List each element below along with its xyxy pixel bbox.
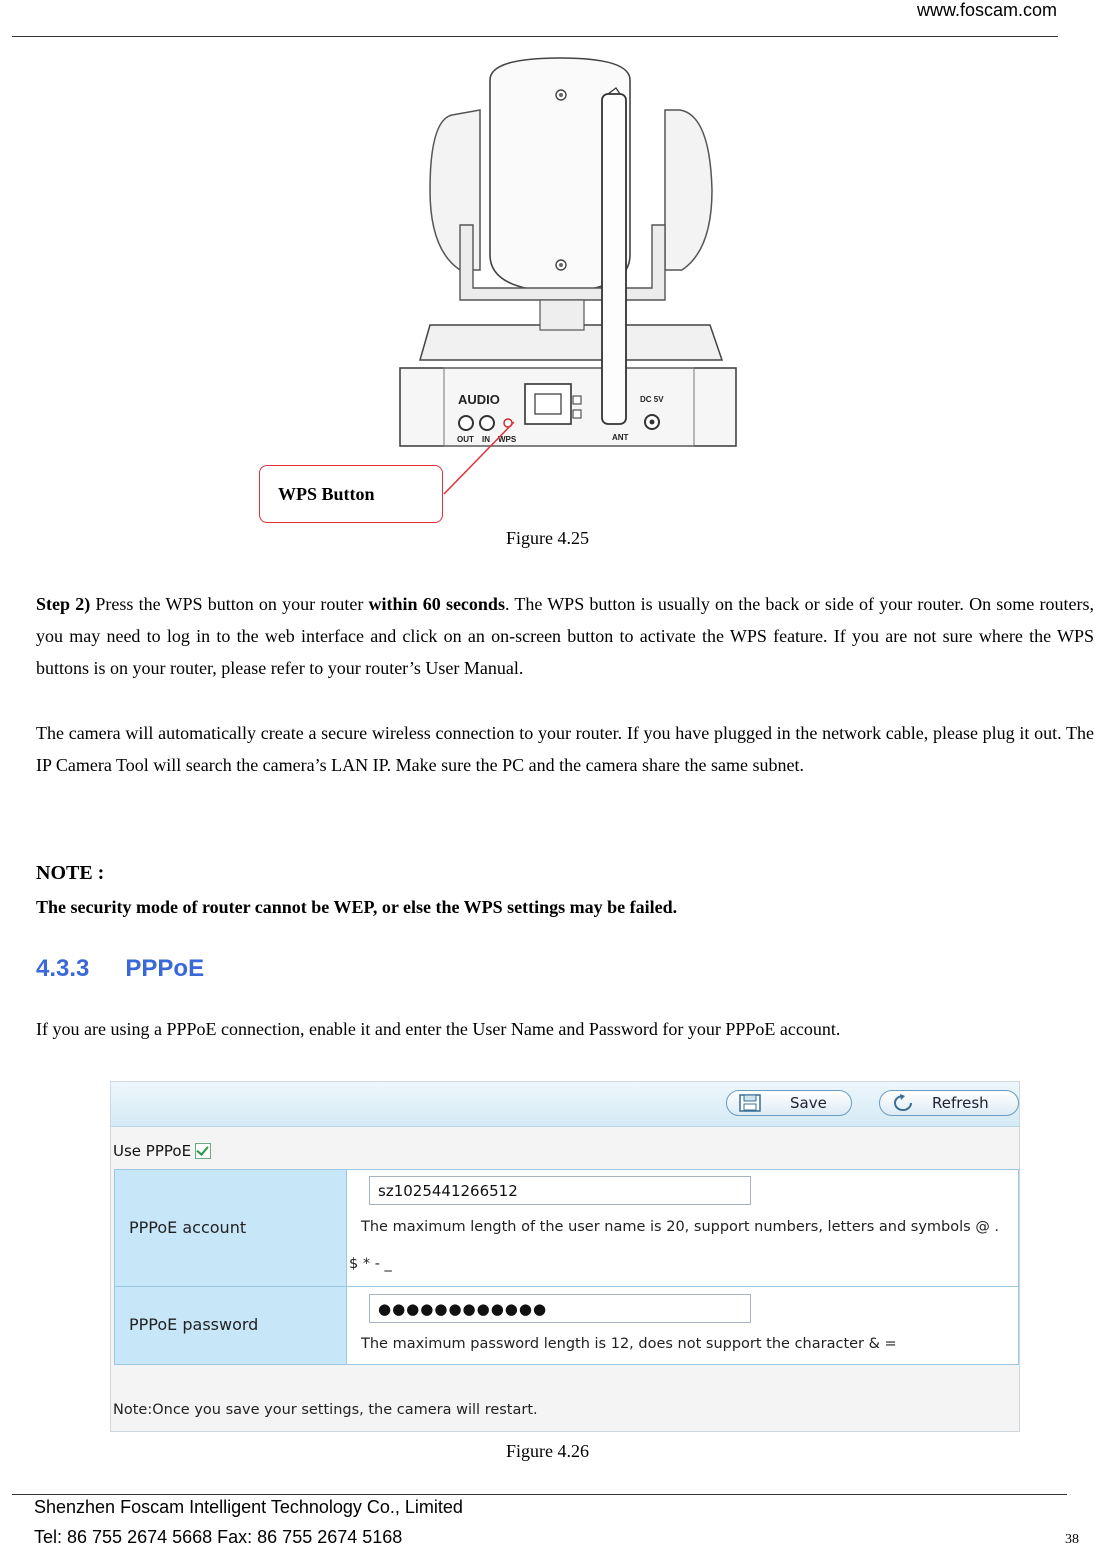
figure-caption-4-26: Figure 4.26 xyxy=(506,1441,589,1461)
pppoe-settings-panel xyxy=(110,1081,1020,1432)
callout-pointer-line xyxy=(440,418,520,498)
in-label: IN xyxy=(482,435,490,444)
pppoe-password-label-cell xyxy=(115,1287,347,1364)
save-button[interactable] xyxy=(726,1090,852,1116)
footer-contact: Tel: 86 755 2674 5668 Fax: 86 755 2674 5168 xyxy=(34,1527,403,1547)
note-title: NOTE : xyxy=(36,862,105,884)
connection-paragraph: The camera will automatically create a secure wireless connection to your router. If you have plugged in the network cable, please plug it out. The IP Camera Tool will search the camera’s LAN IP. Make sure the PC and the camera share the same subnet. xyxy=(36,723,1094,775)
wps-button-callout: WPS Button xyxy=(259,465,443,523)
wps-label: WPS xyxy=(498,435,517,444)
pppoe-password-row xyxy=(115,1287,1018,1364)
note-text: The security mode of router cannot be WEP, or else the WPS settings may be failed. xyxy=(36,897,678,917)
ant-label: ANT xyxy=(612,433,629,442)
pppoe-account-input[interactable]: sz1025441266512 xyxy=(369,1176,751,1205)
pppoe-password-input[interactable]: ●●●●●●●●●●●● xyxy=(369,1294,751,1323)
section-number: 4.3.3 xyxy=(36,955,90,982)
restart-note: Note:Once you save your settings, the camera will restart. xyxy=(113,1402,538,1418)
footer-company: Shenzhen Foscam Intelligent Technology Co., Limited xyxy=(34,1497,463,1517)
pppoe-password-hint: The maximum password length is 12, does not support the character & = xyxy=(361,1336,897,1352)
use-pppoe-row xyxy=(113,1142,211,1160)
toolbar xyxy=(111,1082,1019,1127)
header-divider xyxy=(12,36,1058,37)
dc-label: DC 5V xyxy=(640,395,664,404)
refresh-button[interactable] xyxy=(879,1090,1019,1116)
section-intro: If you are using a PPPoE connection, enable it and enter the User Name and Password for your PPPoE account. xyxy=(36,1019,841,1039)
header-url: www.foscam.com xyxy=(916,0,1057,20)
pppoe-account-row xyxy=(115,1170,1018,1287)
camera-back-illustration xyxy=(390,50,750,470)
step2-text-2: . The WPS button is usually on the back or side of your router. On some routers, you may need to log in to the web interface and click on an on-screen button to activate the WPS feature. If you are not sure where the WPS buttons is on your router, please refer to your router’s User Manual. xyxy=(36,594,1094,678)
footer-divider xyxy=(12,1494,1067,1495)
pppoe-form-grid xyxy=(114,1169,1019,1365)
refresh-label: Refresh xyxy=(932,1094,989,1112)
step2-lead: Step 2 xyxy=(36,594,85,614)
use-pppoe-label: Use PPPoE xyxy=(113,1142,192,1160)
pppoe-account-hint-2: $ * - _ xyxy=(349,1256,392,1272)
audio-label: AUDIO xyxy=(458,392,500,407)
section-title: PPPoE xyxy=(125,955,205,982)
section-heading xyxy=(36,955,204,983)
pppoe-password-label: PPPoE password xyxy=(129,1315,259,1334)
page-number: 38 xyxy=(1065,1532,1079,1547)
floppy-icon xyxy=(739,1094,761,1112)
refresh-icon xyxy=(890,1094,914,1112)
out-label: OUT xyxy=(457,435,474,444)
pppoe-account-hint: The maximum length of the user name is 20, support numbers, letters and symbols @ . xyxy=(361,1219,1000,1235)
use-pppoe-checkbox[interactable] xyxy=(195,1143,211,1159)
step2-text-1: Press the WPS button on your router xyxy=(90,594,369,614)
step2-paragraph xyxy=(36,588,1094,684)
step2-bold: within 60 seconds xyxy=(368,594,505,614)
save-label: Save xyxy=(790,1094,827,1112)
pppoe-account-label: PPPoE account xyxy=(129,1218,247,1237)
step2-paren: ) xyxy=(84,594,91,614)
figure-caption-4-25: Figure 4.25 xyxy=(506,528,589,548)
pppoe-account-label-cell xyxy=(115,1170,347,1286)
